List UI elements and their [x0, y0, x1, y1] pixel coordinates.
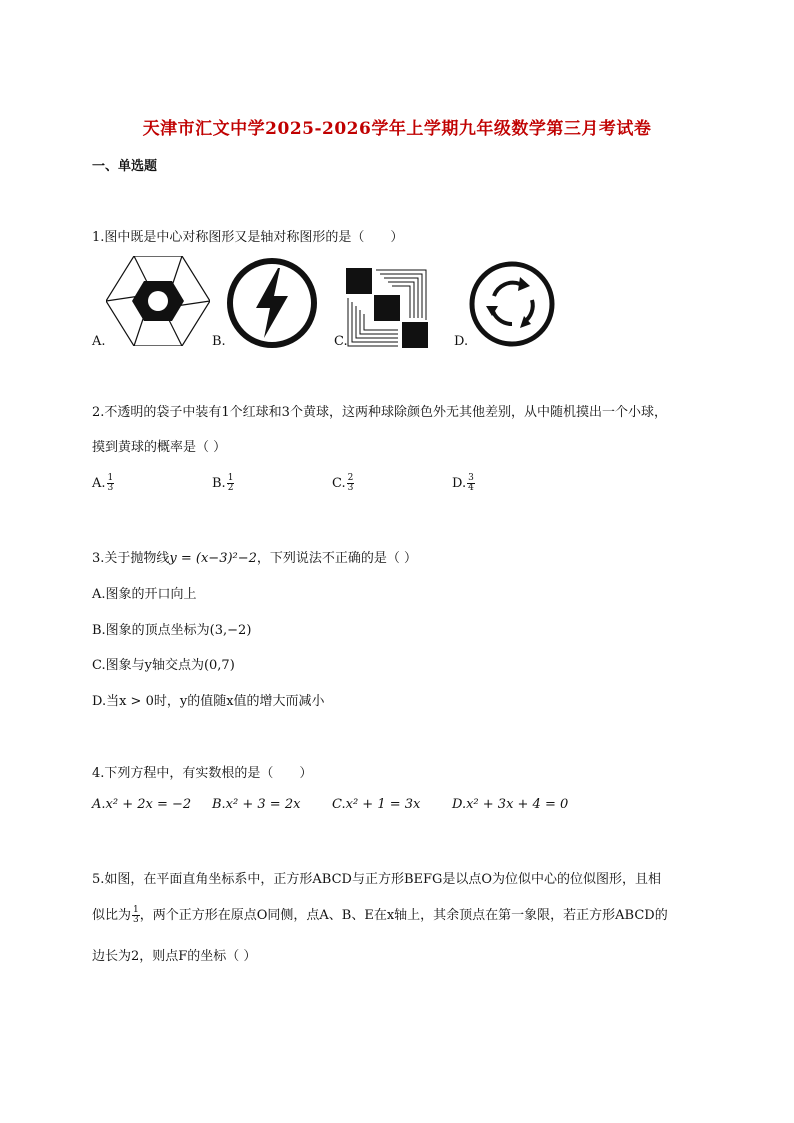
q3-option-a: A.图象的开口向上	[92, 587, 197, 602]
q2-option-b-numerator: 1	[227, 473, 234, 483]
question-1-stem: 1.图中既是中心对称图形又是轴对称图形的是（ ）	[92, 230, 404, 245]
camera-aperture-icon	[106, 256, 210, 346]
q2-option-d-label: D.	[452, 476, 467, 491]
q4-option-a: A.x² + 2x = −2	[92, 797, 192, 812]
lightning-bolt-icon	[226, 258, 318, 348]
q3-option-c: C.图象与y轴交点为(0,7)	[92, 658, 235, 673]
option-a-label: A.	[92, 334, 106, 349]
q4-option-d: D.x² + 3x + 4 = 0	[452, 797, 569, 812]
question-3-stem	[92, 547, 417, 566]
q3-stem-prefix: 3.关于抛物线	[92, 551, 170, 566]
q3-option-b: B.图象的顶点坐标为(3,−2)	[92, 623, 252, 638]
q2-option-a-numerator: 1	[107, 473, 114, 483]
refresh-arrows-icon	[468, 260, 556, 348]
q4-option-b: B.x² + 3 = 2x	[212, 797, 301, 812]
q2-option-c-numerator: 2	[347, 473, 354, 483]
q3-formula: y = (x−3)²−2	[169, 551, 257, 566]
q2-option-b	[212, 474, 234, 493]
q5-line2-prefix: 似比为	[92, 908, 132, 923]
q2-option-c-denominator: 3	[347, 483, 354, 493]
option-b-label: B.	[212, 334, 226, 349]
q2-option-a-label: A.	[92, 476, 106, 491]
q2-option-d-numerator: 3	[468, 473, 474, 483]
q3-stem-suffix: ，下列说法不正确的是（ ）	[256, 551, 418, 566]
q2-option-c-fraction	[347, 474, 355, 493]
q2-option-d-fraction	[467, 474, 475, 493]
checker-squares-icon	[346, 268, 428, 348]
page-title: 天津市汇文中学2025-2026学年上学期九年级数学第三月考试卷	[142, 119, 652, 139]
section-title: 一、单选题	[92, 159, 158, 174]
q5-ratio-numerator: 1	[133, 905, 139, 915]
q2-option-b-label: B.	[212, 476, 226, 491]
q5-line2-suffix: ，两个正方形在原点O同侧，点A、B、E在x轴上，其余顶点在第一象限，若正方形ABCD的	[139, 908, 668, 923]
q2-option-c	[332, 474, 354, 493]
question-2-stem-line1: 2.不透明的袋子中装有1个红球和3个黄球，这两种球除颜色外无其他差别，从中随机摸出一个小球，	[92, 405, 667, 420]
q3-option-d: D.当x > 0时，y的值随x值的增大而减小	[92, 694, 325, 709]
q5-ratio-fraction	[132, 906, 140, 925]
q5-ratio-denominator: 3	[133, 915, 139, 925]
q2-option-a	[92, 474, 114, 493]
question-4-stem: 4.下列方程中，有实数根的是（ ）	[92, 766, 313, 781]
q2-option-d	[452, 474, 475, 493]
q2-option-b-denominator: 2	[227, 483, 234, 493]
option-d-label: D.	[454, 334, 469, 349]
q2-option-a-fraction	[107, 474, 115, 493]
q2-option-a-denominator: 3	[107, 483, 114, 493]
question-5-line2	[92, 904, 668, 925]
question-5-line3: 边长为2，则点F的坐标（ ）	[92, 949, 257, 964]
question-2-stem-line2: 摸到黄球的概率是（ ）	[92, 440, 227, 455]
q4-option-c: C.x² + 1 = 3x	[332, 797, 421, 812]
q2-option-d-denominator: 4	[468, 483, 474, 493]
option-c-label: C.	[334, 334, 348, 349]
q2-option-c-label: C.	[332, 476, 346, 491]
q2-option-b-fraction	[227, 474, 235, 493]
question-5-line1: 5.如图，在平面直角坐标系中，正方形ABCD与正方形BEFG是以点O为位似中心的位似图形，且相	[92, 872, 662, 887]
